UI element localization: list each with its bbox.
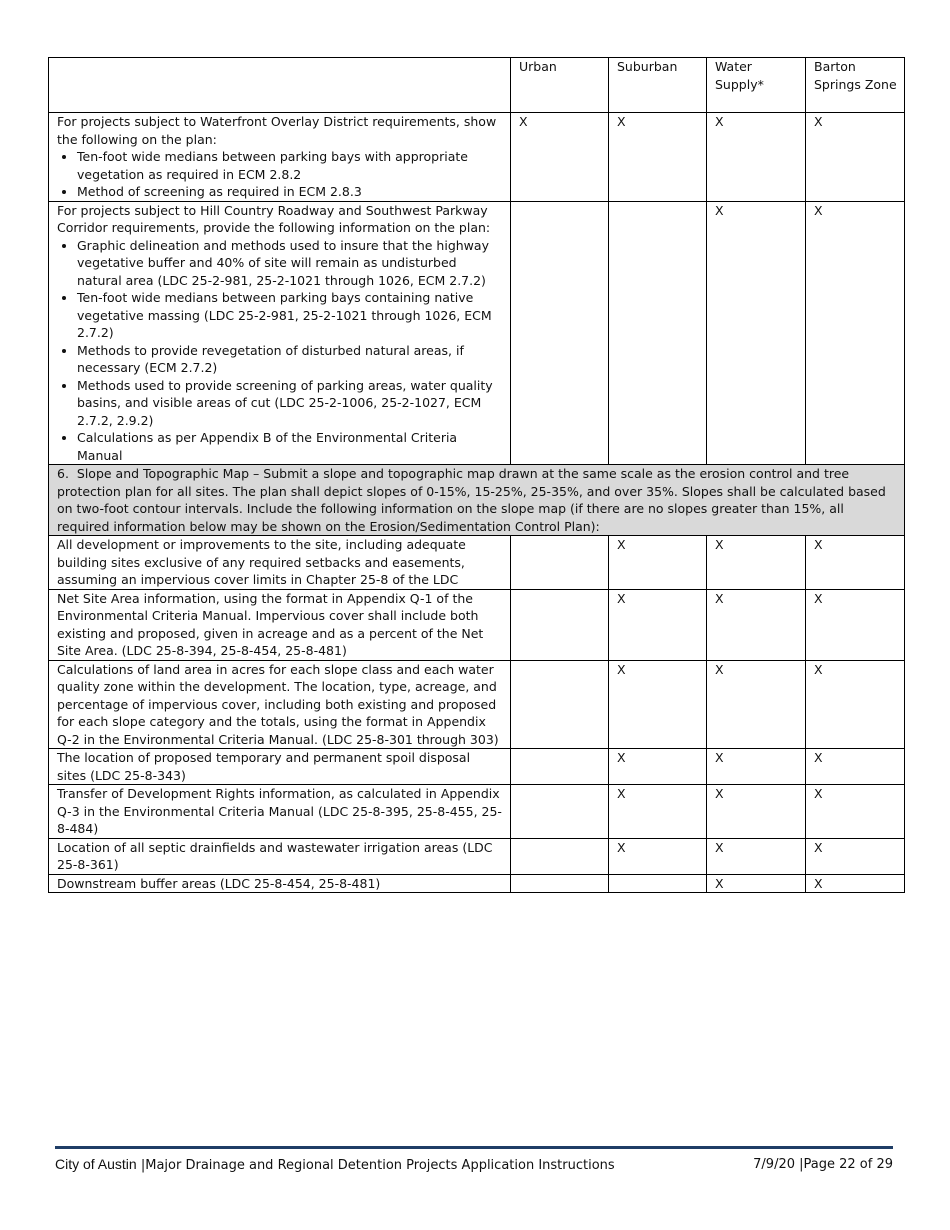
list-item: • Calculations as per Appendix B of the Environmental Criteria Manual: [77, 429, 503, 464]
footer-separator: |: [799, 1157, 804, 1172]
barton-springs-mark: X: [806, 838, 905, 874]
water-supply-mark: X: [707, 874, 806, 893]
requirement-cell: [49, 201, 511, 465]
section-6-cell: [49, 465, 905, 536]
section-6-row: [49, 465, 905, 536]
requirement-text: For projects subject to Hill Country Roadway and Southwest Parkway Corridor requirements, provide the following information on the plan:: [57, 202, 491, 235]
suburban-mark: X: [609, 838, 707, 874]
barton-springs-mark: X: [806, 874, 905, 893]
water-supply-mark: X: [707, 660, 806, 749]
barton-springs-mark: X: [806, 785, 905, 839]
requirement-cell: The location of proposed temporary and permanent spoil disposal sites (LDC 25-8-343): [49, 749, 511, 785]
table-row: [49, 589, 905, 660]
footer-right: [753, 1156, 893, 1174]
bullet-list: [57, 237, 503, 465]
suburban-mark: X: [609, 660, 707, 749]
suburban-mark: [609, 201, 707, 465]
suburban-mark: X: [609, 785, 707, 839]
list-item: • Ten-foot wide medians between parking bays containing native vegetative massing (LDC 25-2-981, 25-2-1021 through 1026, ECM 2.7.2): [77, 289, 503, 342]
urban-mark: X: [511, 113, 609, 202]
requirement-cell: Downstream buffer areas (LDC 25-8-454, 25-8-481): [49, 874, 511, 893]
table-row: [49, 201, 905, 465]
requirement-cell: [49, 113, 511, 202]
section-text: Submit a slope and topographic map drawn at the same scale as the erosion control and tree protection plan for all sites. The plan shall depict slopes of 0-15%, 15-25%, 25-35%, and over 35%. Slopes shall be calculated based on two-foot contour intervals. Include the following information on the slope map (if there are no slopes greater than 15%, all required information below may be shown on the Erosion/Sedimentation Control Plan):: [57, 466, 886, 534]
page-footer: [55, 1156, 893, 1174]
barton-springs-mark: X: [806, 536, 905, 590]
table-row: [49, 113, 905, 202]
water-supply-mark: X: [707, 589, 806, 660]
footer-rule: [55, 1146, 893, 1149]
urban-mark: [511, 589, 609, 660]
table-row: [49, 838, 905, 874]
urban-mark: [511, 536, 609, 590]
requirement-cell: Transfer of Development Rights information, as calculated in Appendix Q-3 in the Environmental Criteria Manual (LDC 25-8-395, 25-8-455, 25-8-484): [49, 785, 511, 839]
footer-left: [55, 1156, 615, 1174]
urban-mark: [511, 874, 609, 893]
list-item: • Methods to provide revegetation of disturbed natural areas, if necessary (ECM 2.7.2): [77, 342, 503, 377]
water-supply-mark: X: [707, 113, 806, 202]
urban-mark: [511, 749, 609, 785]
table-row: [49, 785, 905, 839]
urban-mark: [511, 785, 609, 839]
list-item: • Methods used to provide screening of parking areas, water quality basins, and visible areas of cut (LDC 25-2-1006, 25-2-1027, ECM 2.7.2, 2.9.2): [77, 377, 503, 430]
table-row: [49, 749, 905, 785]
barton-springs-mark: X: [806, 660, 905, 749]
footer-org: City of Austin: [55, 1156, 137, 1172]
requirement-cell: Calculations of land area in acres for each slope class and each water quality zone within the development. The location, type, acreage, and percentage of impervious cover, including both existing and proposed for each slope category and the totals, using the format in Appendix Q-2 in the Environmental Criteria Manual. (LDC 25-8-301 through 303): [49, 660, 511, 749]
footer-date: 7/9/20: [753, 1157, 795, 1172]
barton-springs-mark: X: [806, 113, 905, 202]
water-supply-mark: X: [707, 785, 806, 839]
urban-mark: [511, 201, 609, 465]
header-requirement: [49, 58, 511, 113]
urban-mark: [511, 660, 609, 749]
header-barton-springs-zone: Barton Springs Zone: [806, 58, 905, 113]
table-row: [49, 660, 905, 749]
barton-springs-mark: X: [806, 589, 905, 660]
footer-page-number: Page 22 of 29: [803, 1157, 893, 1172]
bullet-list: [57, 148, 503, 201]
urban-mark: [511, 838, 609, 874]
header-water-supply: Water Supply*: [707, 58, 806, 113]
section-title: Slope and Topographic Map –: [76, 466, 260, 481]
barton-springs-mark: X: [806, 749, 905, 785]
table-row: [49, 536, 905, 590]
footer-doc-title: Major Drainage and Regional Detention Projects Application Instructions: [145, 1158, 615, 1173]
requirement-cell: Location of all septic drainfields and wastewater irrigation areas (LDC 25-8-361): [49, 838, 511, 874]
list-item: • Method of screening as required in ECM 2.8.3: [77, 183, 503, 201]
water-supply-mark: X: [707, 838, 806, 874]
suburban-mark: X: [609, 749, 707, 785]
header-suburban: Suburban: [609, 58, 707, 113]
footer-separator: |: [140, 1158, 146, 1173]
barton-springs-mark: X: [806, 201, 905, 465]
suburban-mark: X: [609, 113, 707, 202]
table-row: [49, 874, 905, 893]
table-header-row: [49, 58, 905, 113]
suburban-mark: [609, 874, 707, 893]
requirements-table: [48, 57, 905, 893]
water-supply-mark: X: [707, 201, 806, 465]
section-number: 6.: [57, 466, 69, 481]
list-item: • Graphic delineation and methods used to insure that the highway vegetative buffer and 40% of site will remain as undisturbed natural area (LDC 25-2-981, 25-2-1021 through 1026, ECM 2.7.2): [77, 237, 503, 290]
suburban-mark: X: [609, 536, 707, 590]
water-supply-mark: X: [707, 536, 806, 590]
list-item: • Ten-foot wide medians between parking bays with appropriate vegetation as required in ECM 2.8.2: [77, 148, 503, 183]
requirement-cell: All development or improvements to the site, including adequate building sites exclusive of any required setbacks and easements, assuming an impervious cover limits in Chapter 25-8 of the LDC: [49, 536, 511, 590]
requirement-text: For projects subject to Waterfront Overlay District requirements, show the following on the plan:: [57, 114, 497, 147]
requirement-cell: Net Site Area information, using the format in Appendix Q-1 of the Environmental Criteria Manual. Impervious cover shall include both existing and proposed, given in acreage and as a percent of the Net Site Area. (LDC 25-8-394, 25-8-454, 25-8-481): [49, 589, 511, 660]
suburban-mark: X: [609, 589, 707, 660]
water-supply-mark: X: [707, 749, 806, 785]
header-urban: Urban: [511, 58, 609, 113]
